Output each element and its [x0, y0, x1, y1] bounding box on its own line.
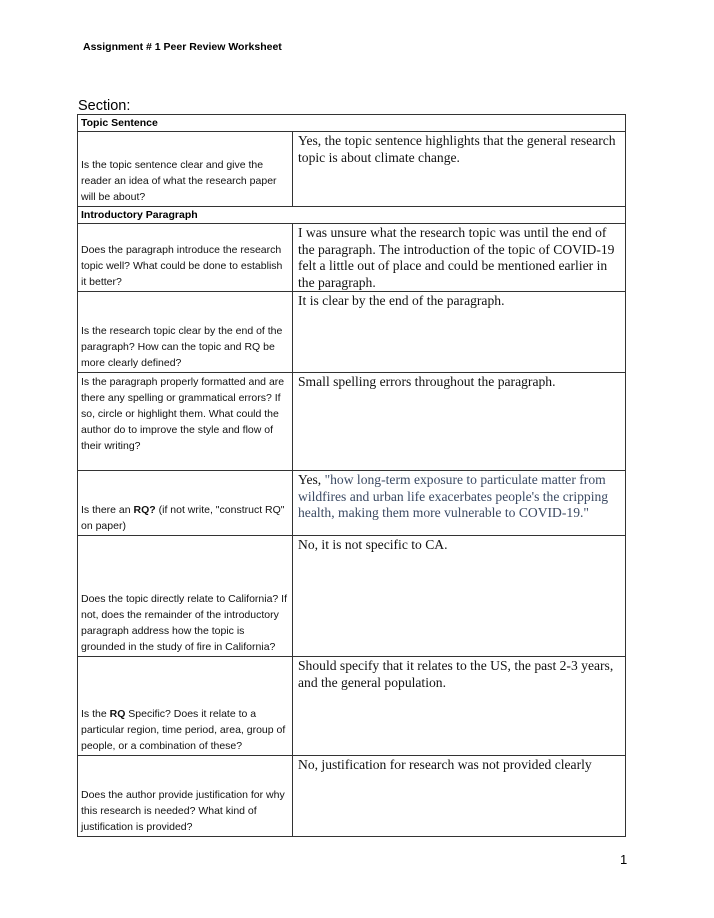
question-cell: Does the author provide justification for why this research is needed? What kind of justification is provided? — [78, 756, 293, 837]
rq-emphasis: RQ? — [133, 504, 156, 516]
table-row — [78, 536, 626, 657]
page-number: 1 — [620, 852, 628, 867]
rq-emphasis: RQ — [109, 708, 126, 720]
question-text-post: (if not write, "construct RQ" on paper) — [81, 504, 285, 532]
section-heading-topic-sentence: Topic Sentence — [78, 115, 626, 132]
question-cell — [78, 471, 293, 536]
answer-cell[interactable]: No, it is not specific to CA. — [293, 536, 626, 657]
question-cell: Does the topic directly relate to California? If not, does the remainder of the introductory paragraph address how the topic is grounded in the study of fire in California? — [78, 536, 293, 657]
answer-quoted-rq: "how long-term exposure to particulate matter from wildfires and urban life exacerbates people's the cripping health, making them more vulnerable to COVID-19." — [298, 472, 609, 520]
answer-text-pre: Yes, — [298, 472, 325, 487]
worksheet-title: Assignment # 1 Peer Review Worksheet — [83, 41, 282, 53]
table-row — [78, 132, 626, 207]
table-row — [78, 292, 626, 373]
section-heading-row — [78, 207, 626, 224]
question-cell: Is the paragraph properly formatted and are there any spelling or grammatical errors? If so, circle or highlight them. What could the author do to improve the style and flow of their writing? — [78, 373, 293, 471]
question-cell: Does the paragraph introduce the research topic well? What could be done to establish it better? — [78, 224, 293, 292]
question-cell — [78, 657, 293, 756]
section-heading-introductory-paragraph: Introductory Paragraph — [78, 207, 626, 224]
question-text-pre: Is there an — [81, 504, 134, 516]
question-text-post: Specific? Does it relate to a particular region, time period, area, group of people, or a combination of these? — [81, 708, 286, 752]
table-row — [78, 224, 626, 292]
answer-cell[interactable] — [293, 471, 626, 536]
section-heading-row — [78, 115, 626, 132]
table-row — [78, 756, 626, 837]
table-row — [78, 373, 626, 471]
answer-cell[interactable]: No, justification for research was not provided clearly — [293, 756, 626, 837]
answer-cell[interactable]: Small spelling errors throughout the paragraph. — [293, 373, 626, 471]
answer-cell[interactable]: Yes, the topic sentence highlights that the general research topic is about climate change. — [293, 132, 626, 207]
question-cell: Is the research topic clear by the end of the paragraph? How can the topic and RQ be more clearly defined? — [78, 292, 293, 373]
table-row — [78, 471, 626, 536]
answer-cell[interactable]: Should specify that it relates to the US, the past 2-3 years, and the general population. — [293, 657, 626, 756]
question-text-pre: Is the — [81, 708, 110, 720]
answer-cell[interactable]: I was unsure what the research topic was until the end of the paragraph. The introduction of the topic of COVID-19 felt a little out of place and could be mentioned earlier in the paragraph. — [293, 224, 626, 292]
question-cell: Is the topic sentence clear and give the reader an idea of what the research paper will be about? — [78, 132, 293, 207]
peer-review-table — [77, 114, 626, 837]
table-row — [78, 657, 626, 756]
answer-cell[interactable]: It is clear by the end of the paragraph. — [293, 292, 626, 373]
section-label: Section: — [78, 98, 131, 114]
